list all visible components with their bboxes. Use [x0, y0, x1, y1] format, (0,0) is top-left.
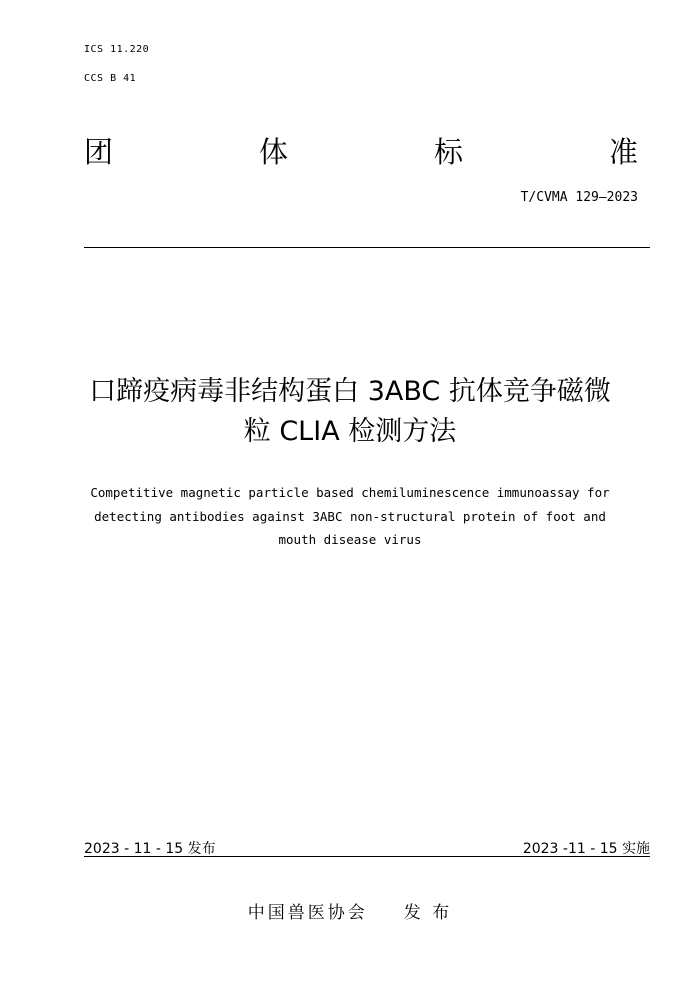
publisher-line — [0, 898, 700, 923]
standard-type-char: 体 — [258, 135, 288, 169]
publisher-name: 中国兽医协会 — [247, 903, 368, 923]
header-divider — [84, 247, 650, 248]
ics-code: ICS 11.220 — [84, 44, 150, 55]
english-title-line: Competitive magnetic particle based chemiluminescence immunoassay for — [90, 485, 610, 500]
chinese-title — [40, 372, 660, 452]
ccs-code: CCS B 41 — [84, 73, 137, 84]
footer-divider — [84, 856, 650, 857]
chinese-title-line: 粒 CLIA 检测方法 — [243, 416, 457, 447]
issue-date: 2023 - 11 - 15 发布 — [84, 841, 216, 857]
english-title-line: mouth disease virus — [278, 532, 422, 547]
english-title — [40, 481, 660, 552]
english-title-line: detecting antibodies against 3ABC non-structural protein of foot and — [94, 508, 606, 524]
standard-type-char: 团 — [84, 135, 114, 169]
standard-type-char: 标 — [433, 135, 463, 169]
standard-type — [84, 134, 638, 170]
chinese-title-line: 口蹄疫病毒非结构蛋白 3ABC 抗体竞争磁微 — [89, 376, 611, 407]
implementation-date: 2023 -11 - 15 实施 — [522, 841, 650, 857]
standard-number: T/CVMA 129—2023 — [520, 190, 638, 205]
standard-type-char: 准 — [608, 135, 638, 169]
publish-label: 发 布 — [403, 903, 453, 923]
